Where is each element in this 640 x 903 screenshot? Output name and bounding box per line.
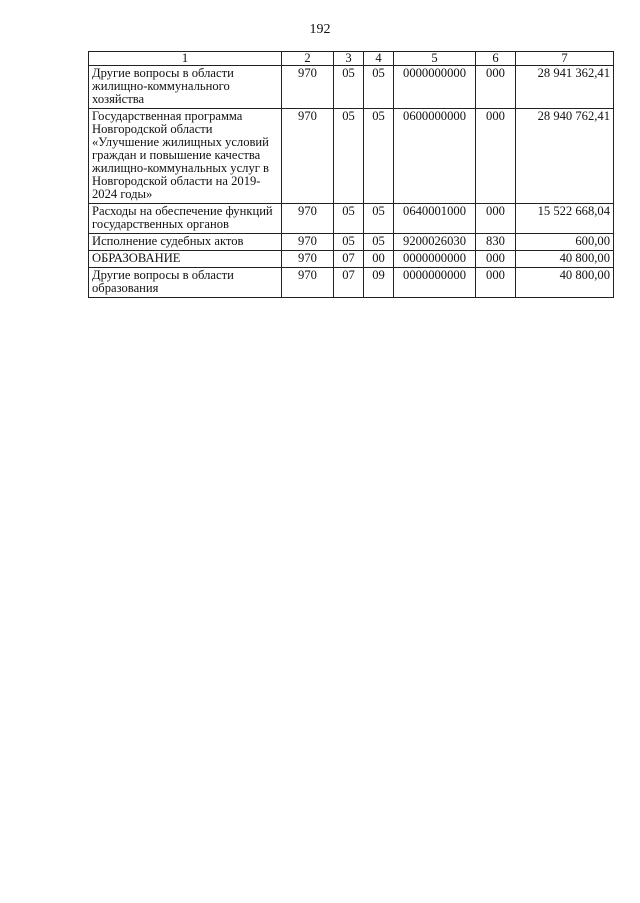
row-subsection: 05 [364, 109, 394, 204]
row-section: 05 [334, 234, 364, 251]
row-ministry: 970 [282, 109, 334, 204]
table-row [89, 109, 614, 204]
table-row [89, 268, 614, 298]
header-col-1: 1 [89, 52, 282, 66]
row-subsection: 05 [364, 66, 394, 109]
row-section: 05 [334, 204, 364, 234]
row-name: Расходы на обеспечение функций государственных органов [89, 204, 282, 234]
row-target-code: 0000000000 [394, 251, 476, 268]
table-row [89, 204, 614, 234]
row-target-code: 0000000000 [394, 268, 476, 298]
row-expense-type: 000 [476, 251, 516, 268]
row-section: 07 [334, 251, 364, 268]
header-col-6: 6 [476, 52, 516, 66]
row-subsection: 09 [364, 268, 394, 298]
table-row [89, 66, 614, 109]
header-col-3: 3 [334, 52, 364, 66]
table-header-row [89, 52, 614, 66]
header-col-2: 2 [282, 52, 334, 66]
table-row [89, 251, 614, 268]
row-expense-type: 000 [476, 268, 516, 298]
row-expense-type: 000 [476, 109, 516, 204]
page-number: 192 [309, 22, 331, 37]
row-name: Государственная программа Новгородской области «Улучшение жилищных условий граждан и повышение качества жилищно-коммунальных услуг в Новгородской области на 2019-2024 годы» [89, 109, 282, 204]
row-sum: 15 522 668,04 [516, 204, 614, 234]
row-target-code: 0640001000 [394, 204, 476, 234]
row-expense-type: 830 [476, 234, 516, 251]
row-ministry: 970 [282, 234, 334, 251]
row-subsection: 00 [364, 251, 394, 268]
row-expense-type: 000 [476, 204, 516, 234]
row-target-code: 9200026030 [394, 234, 476, 251]
row-name: ОБРАЗОВАНИЕ [89, 251, 282, 268]
row-target-code: 0600000000 [394, 109, 476, 204]
header-col-5: 5 [394, 52, 476, 66]
row-sum: 28 940 762,41 [516, 109, 614, 204]
row-ministry: 970 [282, 66, 334, 109]
row-sum: 28 941 362,41 [516, 66, 614, 109]
header-col-4: 4 [364, 52, 394, 66]
row-section: 07 [334, 268, 364, 298]
row-sum: 600,00 [516, 234, 614, 251]
row-ministry: 970 [282, 251, 334, 268]
table-row [89, 234, 614, 251]
row-expense-type: 000 [476, 66, 516, 109]
row-ministry: 970 [282, 204, 334, 234]
row-section: 05 [334, 109, 364, 204]
row-target-code: 0000000000 [394, 66, 476, 109]
row-name: Другие вопросы в области жилищно-коммунального хозяйства [89, 66, 282, 109]
row-subsection: 05 [364, 234, 394, 251]
row-subsection: 05 [364, 204, 394, 234]
row-sum: 40 800,00 [516, 268, 614, 298]
budget-table [88, 51, 614, 298]
row-section: 05 [334, 66, 364, 109]
row-ministry: 970 [282, 268, 334, 298]
row-name: Другие вопросы в области образования [89, 268, 282, 298]
row-name: Исполнение судебных актов [89, 234, 282, 251]
row-sum: 40 800,00 [516, 251, 614, 268]
header-col-7: 7 [516, 52, 614, 66]
